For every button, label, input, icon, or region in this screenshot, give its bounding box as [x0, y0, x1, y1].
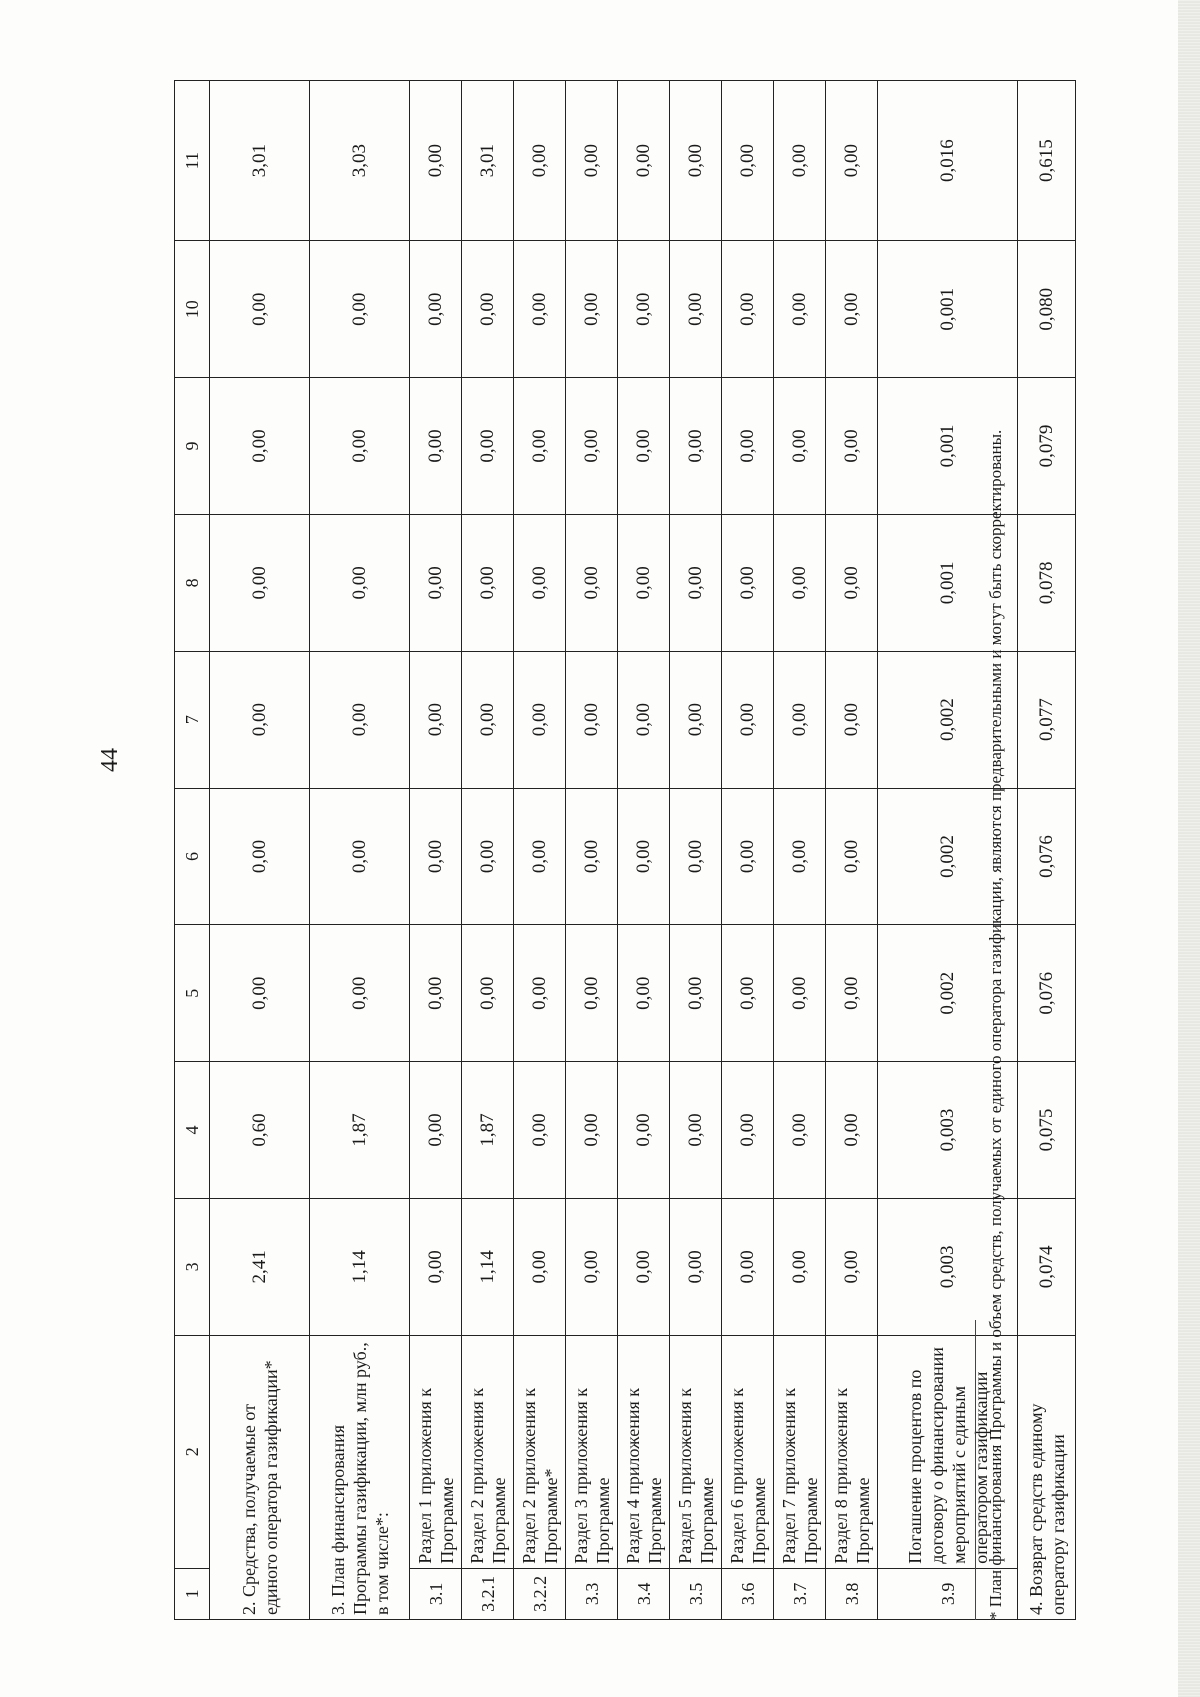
row-code: 3.3	[566, 1568, 618, 1619]
value-cell: 0,00	[462, 651, 514, 788]
value-cell: 0,00	[618, 378, 670, 515]
value-cell: 0,00	[566, 651, 618, 788]
row-name: Раздел 5 приложения к Программе	[670, 1335, 722, 1568]
table-row	[1018, 81, 1076, 1620]
column-number: 1	[175, 1568, 210, 1619]
value-cell: 0,00	[826, 1198, 878, 1335]
value-cell: 0,00	[670, 925, 722, 1062]
column-number: 8	[175, 514, 210, 651]
value-cell: 0,00	[210, 788, 310, 925]
value-cell: 0,016	[878, 81, 1018, 241]
value-cell: 0,00	[670, 788, 722, 925]
value-cell: 0,00	[826, 378, 878, 515]
table-row	[514, 81, 566, 1620]
value-cell: 0,00	[618, 925, 670, 1062]
value-cell: 0,615	[1018, 81, 1076, 241]
value-cell: 0,080	[1018, 241, 1076, 378]
value-cell: 0,00	[410, 378, 462, 515]
row-code: 3.9	[878, 1568, 1018, 1619]
value-cell: 0,00	[670, 81, 722, 241]
value-cell: 0,00	[210, 925, 310, 1062]
column-number: 3	[175, 1198, 210, 1335]
value-cell: 0,00	[566, 514, 618, 651]
table-row	[462, 81, 514, 1620]
table-row	[566, 81, 618, 1620]
value-cell: 0,00	[462, 514, 514, 651]
value-cell: 0,001	[878, 514, 1018, 651]
value-cell: 0,00	[774, 925, 826, 1062]
value-cell: 0,00	[514, 1198, 566, 1335]
value-cell: 3,01	[210, 81, 310, 241]
table-row	[310, 81, 410, 1620]
row-name: Раздел 7 приложения к Программе	[774, 1335, 826, 1568]
value-cell: 1,14	[462, 1198, 514, 1335]
value-cell: 0,00	[566, 1198, 618, 1335]
row-code: 3.7	[774, 1568, 826, 1619]
value-cell: 0,00	[670, 1062, 722, 1199]
value-cell: 0,00	[462, 925, 514, 1062]
row-name: Раздел 2 приложения к Программе*	[514, 1335, 566, 1568]
row-code: 3.5	[670, 1568, 722, 1619]
value-cell: 0,00	[566, 81, 618, 241]
column-number: 10	[175, 241, 210, 378]
value-cell: 0,00	[722, 514, 774, 651]
value-cell: 0,003	[878, 1062, 1018, 1199]
value-cell: 0,00	[514, 925, 566, 1062]
value-cell: 0,00	[722, 925, 774, 1062]
value-cell: 0,00	[722, 788, 774, 925]
value-cell: 0,00	[618, 651, 670, 788]
row-name: Раздел 2 приложения к Программе	[462, 1335, 514, 1568]
table-row	[826, 81, 878, 1620]
value-cell: 0,00	[826, 925, 878, 1062]
row-code: 3.4	[618, 1568, 670, 1619]
value-cell: 0,00	[310, 925, 410, 1062]
value-cell: 0,00	[410, 514, 462, 651]
value-cell: 0,00	[618, 1062, 670, 1199]
value-cell: 0,00	[774, 651, 826, 788]
value-cell: 0,00	[410, 788, 462, 925]
value-cell: 0,00	[310, 514, 410, 651]
value-cell: 0,00	[670, 651, 722, 788]
table-row	[210, 81, 310, 1620]
value-cell: 1,87	[462, 1062, 514, 1199]
value-cell: 0,001	[878, 378, 1018, 515]
value-cell: 0,00	[462, 378, 514, 515]
row-code: 3.2.1	[462, 1568, 514, 1619]
page-number: 44	[97, 748, 123, 772]
value-cell: 0,00	[670, 241, 722, 378]
column-number: 4	[175, 1062, 210, 1199]
value-cell: 0,00	[774, 241, 826, 378]
value-cell: 0,075	[1018, 1062, 1076, 1199]
value-cell: 2,41	[210, 1198, 310, 1335]
value-cell: 0,00	[826, 1062, 878, 1199]
value-cell: 0,00	[310, 788, 410, 925]
row-name: 2. Средства, получаемые от единого оператора газификации*	[210, 1335, 310, 1619]
value-cell: 0,00	[310, 378, 410, 515]
value-cell: 0,00	[774, 1198, 826, 1335]
value-cell: 1,87	[310, 1062, 410, 1199]
value-cell: 0,00	[462, 241, 514, 378]
footnote: * План финансирования Программы и объем средств, получаемых от единого оператора газификации, являются предварительными и могут быть скорректированы.	[975, 1320, 1006, 1620]
column-number: 2	[175, 1335, 210, 1568]
value-cell: 0,00	[826, 241, 878, 378]
value-cell: 0,00	[410, 81, 462, 241]
value-cell: 0,079	[1018, 378, 1076, 515]
value-cell: 0,00	[514, 514, 566, 651]
column-number: 11	[175, 81, 210, 241]
value-cell: 0,00	[410, 925, 462, 1062]
financing-table	[174, 80, 1076, 1620]
scan-edge	[1178, 0, 1200, 1697]
value-cell: 0,00	[210, 378, 310, 515]
value-cell: 1,14	[310, 1198, 410, 1335]
value-cell: 0,00	[410, 1198, 462, 1335]
column-number: 6	[175, 788, 210, 925]
value-cell: 0,00	[670, 378, 722, 515]
value-cell: 3,01	[462, 81, 514, 241]
table-row	[410, 81, 462, 1620]
column-number: 9	[175, 378, 210, 515]
value-cell: 0,00	[410, 651, 462, 788]
value-cell: 0,00	[722, 651, 774, 788]
row-code: 3.8	[826, 1568, 878, 1619]
value-cell: 0,076	[1018, 925, 1076, 1062]
value-cell: 0,00	[514, 81, 566, 241]
value-cell: 0,00	[310, 241, 410, 378]
column-number: 5	[175, 925, 210, 1062]
value-cell: 0,00	[514, 1062, 566, 1199]
value-cell: 0,00	[566, 1062, 618, 1199]
value-cell: 0,00	[826, 788, 878, 925]
value-cell: 0,00	[566, 378, 618, 515]
value-cell: 0,076	[1018, 788, 1076, 925]
value-cell: 0,00	[514, 241, 566, 378]
value-cell: 0,00	[774, 1062, 826, 1199]
table-row	[670, 81, 722, 1620]
row-name: Раздел 8 приложения к Программе	[826, 1335, 878, 1568]
value-cell: 0,00	[722, 378, 774, 515]
value-cell: 0,00	[566, 788, 618, 925]
value-cell: 0,00	[618, 788, 670, 925]
table-row	[774, 81, 826, 1620]
table-row	[722, 81, 774, 1620]
column-number: 7	[175, 651, 210, 788]
row-name: Раздел 3 приложения к Программе	[566, 1335, 618, 1568]
value-cell: 0,00	[774, 514, 826, 651]
row-name: Погашение процентов по договору о финансировании мероприятий с единым оператором газификации	[878, 1335, 1018, 1568]
value-cell: 0,00	[618, 241, 670, 378]
value-cell: 0,002	[878, 925, 1018, 1062]
table-row	[618, 81, 670, 1620]
table-header-row	[175, 81, 210, 1620]
value-cell: 0,00	[210, 651, 310, 788]
row-name: Раздел 6 приложения к Программе	[722, 1335, 774, 1568]
value-cell: 0,002	[878, 788, 1018, 925]
value-cell: 0,00	[826, 81, 878, 241]
value-cell: 0,00	[722, 81, 774, 241]
value-cell: 0,00	[310, 651, 410, 788]
value-cell: 0,00	[618, 514, 670, 651]
value-cell: 0,00	[210, 514, 310, 651]
value-cell: 0,001	[878, 241, 1018, 378]
value-cell: 0,00	[410, 241, 462, 378]
value-cell: 0,00	[566, 241, 618, 378]
page-content	[80, 80, 1070, 1620]
value-cell: 0,002	[878, 651, 1018, 788]
value-cell: 0,00	[722, 1062, 774, 1199]
row-name: 3. План финансирования Программы газификации, млн руб., в том числе*:	[310, 1335, 410, 1619]
value-cell: 0,00	[826, 651, 878, 788]
value-cell: 0,00	[618, 1198, 670, 1335]
value-cell: 0,60	[210, 1062, 310, 1199]
row-code: 3.1	[410, 1568, 462, 1619]
value-cell: 0,00	[774, 81, 826, 241]
value-cell: 0,00	[210, 241, 310, 378]
row-name: 4. Возврат средств единому оператору газификации	[1018, 1335, 1076, 1619]
value-cell: 0,077	[1018, 651, 1076, 788]
value-cell: 0,00	[514, 651, 566, 788]
value-cell: 0,003	[878, 1198, 1018, 1335]
value-cell: 0,078	[1018, 514, 1076, 651]
value-cell: 0,00	[514, 378, 566, 515]
value-cell: 0,074	[1018, 1198, 1076, 1335]
value-cell: 0,00	[670, 514, 722, 651]
value-cell: 0,00	[410, 1062, 462, 1199]
value-cell: 0,00	[722, 241, 774, 378]
value-cell: 0,00	[566, 925, 618, 1062]
value-cell: 0,00	[618, 81, 670, 241]
value-cell: 3,03	[310, 81, 410, 241]
value-cell: 0,00	[774, 378, 826, 515]
value-cell: 0,00	[514, 788, 566, 925]
value-cell: 0,00	[670, 1198, 722, 1335]
value-cell: 0,00	[722, 1198, 774, 1335]
row-code: 3.2.2	[514, 1568, 566, 1619]
row-name: Раздел 4 приложения к Программе	[618, 1335, 670, 1568]
value-cell: 0,00	[774, 788, 826, 925]
row-code: 3.6	[722, 1568, 774, 1619]
value-cell: 0,00	[826, 514, 878, 651]
row-name: Раздел 1 приложения к Программе	[410, 1335, 462, 1568]
value-cell: 0,00	[462, 788, 514, 925]
